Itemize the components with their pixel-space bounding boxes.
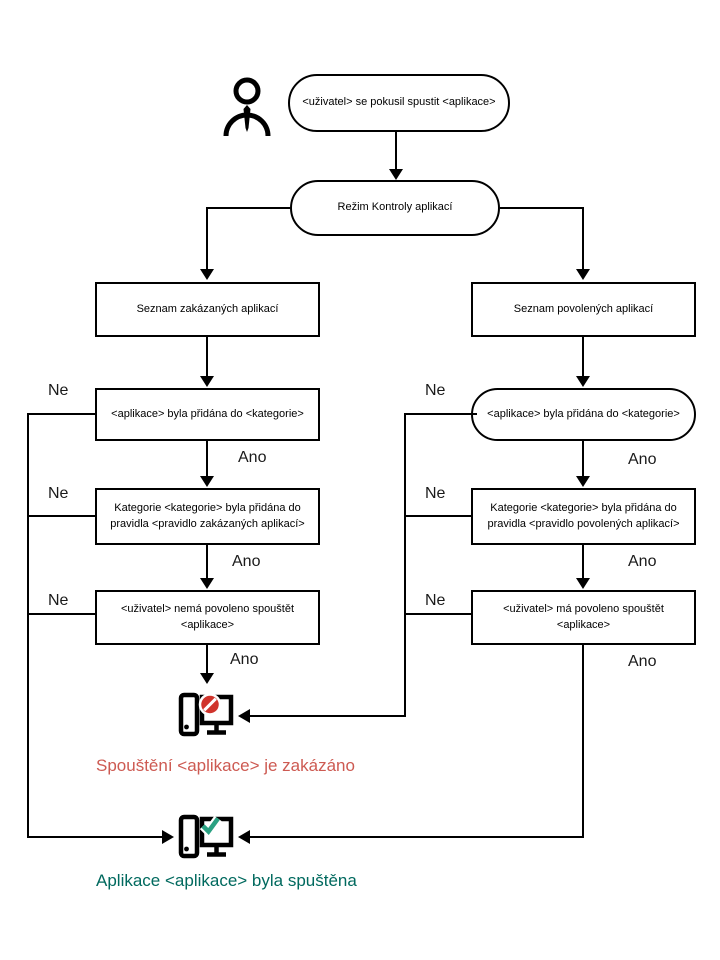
node-start-label: <uživatel> se pokusil spustit <aplikace> xyxy=(302,96,496,109)
blocked-message: Spouštění <aplikace> je zakázáno xyxy=(96,756,355,775)
node-allow-user-label: <uživatel> má povoleno spouštět <aplikace> xyxy=(503,603,664,631)
connector-mode-allowlist-v xyxy=(582,207,584,270)
arrowhead-deny-user-blocked xyxy=(200,673,214,684)
no-trunk-deny-branch xyxy=(27,413,29,838)
label-yes-allow-user: Ano xyxy=(628,653,657,670)
node-allow-category xyxy=(471,388,696,441)
label-yes-deny-user: Ano xyxy=(230,651,259,668)
label-no-allow-user: Ne xyxy=(425,592,446,609)
no-line-allow-user xyxy=(405,613,471,615)
node-allow-rule-label: Kategorie <kategorie> byla přidána do pravidla <pravidlo povolených aplikací> xyxy=(487,502,680,530)
connector-allow-user-started-v xyxy=(582,645,584,838)
connector-deny-rule-user xyxy=(206,545,208,579)
node-control-mode-label: Režim Kontroly aplikací xyxy=(337,201,453,214)
node-allow-list xyxy=(471,282,696,337)
connector-allow-rule-user xyxy=(582,545,584,579)
arrowhead-deny-rule-user xyxy=(200,578,214,589)
arrowhead-deny-category-rule xyxy=(200,476,214,487)
connector-allow-category-rule xyxy=(582,441,584,477)
node-deny-list-label: Seznam zakázaných aplikací xyxy=(136,302,279,315)
connector-allowlist-category xyxy=(582,337,584,377)
blocked-computer-icon xyxy=(176,688,234,742)
connector-allow-user-started-h xyxy=(250,836,584,838)
connector-mode-allowlist-h xyxy=(500,207,584,209)
arrowhead-allow-rule-user xyxy=(576,578,590,589)
arrowhead-allow-user-started xyxy=(238,830,250,844)
no-line-allow-rule xyxy=(405,515,471,517)
connector-mode-denylist-h xyxy=(206,207,290,209)
label-no-allow-rule: Ne xyxy=(425,485,446,502)
node-allow-rule xyxy=(471,488,696,545)
connector-mode-denylist-v xyxy=(206,207,208,270)
label-yes-deny-category: Ano xyxy=(238,449,267,466)
arrowhead-mode-allowlist xyxy=(576,269,590,280)
node-allow-user xyxy=(471,590,696,645)
connector-denylist-category xyxy=(206,337,208,377)
node-deny-category xyxy=(95,388,320,441)
label-no-deny-category: Ne xyxy=(48,382,69,399)
node-allow-list-label: Seznam povolených aplikací xyxy=(513,302,654,315)
node-deny-list xyxy=(95,282,320,337)
label-no-deny-rule: Ne xyxy=(48,485,69,502)
label-no-allow-category: Ne xyxy=(425,382,446,399)
node-deny-rule xyxy=(95,488,320,545)
connector-allow-no-blocked xyxy=(250,715,406,717)
node-deny-user xyxy=(95,590,320,645)
arrowhead-mode-denylist xyxy=(200,269,214,280)
no-line-allow-category xyxy=(405,413,477,415)
label-no-deny-user: Ne xyxy=(48,592,69,609)
node-allow-category-label: <aplikace> byla přidána do <kategorie> xyxy=(487,407,680,420)
connector-deny-user-blocked xyxy=(206,645,208,674)
no-line-deny-rule xyxy=(28,515,95,517)
node-start xyxy=(288,74,510,132)
allowed-computer-icon xyxy=(176,810,234,864)
connector-deny-category-rule xyxy=(206,441,208,477)
arrowhead-allow-category-rule xyxy=(576,476,590,487)
connector-start-mode xyxy=(395,132,397,170)
node-control-mode xyxy=(290,180,500,236)
person-icon xyxy=(222,76,272,140)
label-yes-deny-rule: Ano xyxy=(232,553,261,570)
arrowhead-deny-no-started xyxy=(162,830,174,844)
connector-deny-no-started xyxy=(28,836,162,838)
no-line-deny-user xyxy=(28,613,95,615)
node-deny-user-label: <uživatel> nemá povoleno spouštět <aplikace> xyxy=(120,603,295,631)
node-deny-category-label: <aplikace> byla přidána do <kategorie> xyxy=(111,407,304,420)
arrowhead-allowlist-category xyxy=(576,376,590,387)
arrowhead-denylist-category xyxy=(200,376,214,387)
no-trunk-allow-branch xyxy=(404,413,406,717)
label-yes-allow-category: Ano xyxy=(628,451,657,468)
started-message: Aplikace <aplikace> byla spuštěna xyxy=(96,871,357,890)
no-line-deny-category xyxy=(28,413,95,415)
arrowhead-start-mode xyxy=(389,169,403,180)
node-deny-rule-label: Kategorie <kategorie> byla přidána do pravidla <pravidlo zakázaných aplikací> xyxy=(110,502,305,530)
arrowhead-allow-no-blocked xyxy=(238,709,250,723)
label-yes-allow-rule: Ano xyxy=(628,553,657,570)
